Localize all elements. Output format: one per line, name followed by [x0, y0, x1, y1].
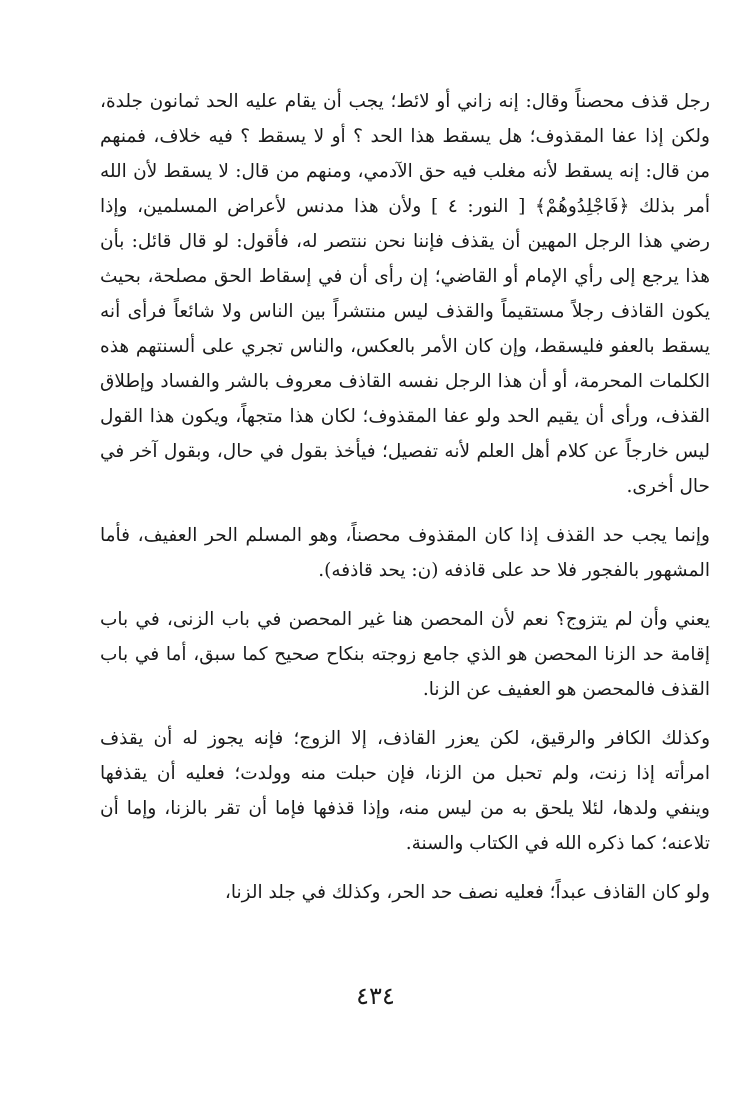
paragraph-1: رجل قذف محصناً وقال: إنه زاني أو لائط؛ يجب أن يقام عليه الحد ثمانون جلدة، ولكن إذا عفا المقذوف؛ هل يسقط هذا الحد ؟ أو لا يسقط ؟ فيه خلاف، فمنهم من قال: إنه يسقط لأنه مغلب فيه حق الآدمي، ومنهم من قال: لا يسقط لأن الله أمر بذلك ﴿فَاجْلِدُوهُمْ﴾ [ النور: ٤ ] ولأن هذا مدنس لأعراض المسلمين، وإذا رضي هذا الرجل المهين أن يقذف فإننا نحن ننتصر له، فأقول: لو قال قائل: بأن هذا يرجع إلى رأي الإمام أو القاضي؛ إن رأى أن في إسقاط الحق مصلحة، بحيث يكون القاذف رجلاً مستقيماً والقذف ليس منتشراً بين الناس ولا شائعاً فرأى أنه يسقط بالعفو فليسقط، وإن كان الأمر بالعكس، والناس تجري على ألسنتهم هذه الكلمات المحرمة، أو أن هذا الرجل نفسه القاذف معروف بالشر والفساد وإطلاق القذف، ورأى أن يقيم الحد ولو عفا المقذوف؛ لكان هذا متجهاً، ويكون هذا القول ليس خارجاً عن كلام أهل العلم لأنه تفصيل؛ فيأخذ بقول في حال، وبقول آخر في حال أخرى. — [100, 91, 710, 497]
page-number: ٤٣٤ — [356, 982, 395, 1010]
paragraph-5: ولو كان القاذف عبداً؛ فعليه نصف حد الحر، وكذلك في جلد الزنا، — [224, 882, 710, 903]
paragraph-2: وإنما يجب حد القذف إذا كان المقذوف محصناً، وهو المسلم الحر العفيف، فأما المشهور بالفجور فلا حد على قاذفه (ن: يحد قاذفه). — [100, 525, 710, 581]
paragraph-4: وكذلك الكافر والرقيق، لكن يعزر القاذف، إلا الزوج؛ فإنه يجوز له أن يقذف امرأته إذا زنت، ولم تحبل من الزنا، فإن حبلت منه وولدت؛ فعليه أن يقذفها وينفي ولدها، لئلا يلحق به من ليس منه، وإذا قذفها فإما أن تقر بالزنا، وإما أن تلاعنه؛ كما ذكره الله في الكتاب والسنة. — [100, 728, 710, 854]
body-text — [100, 84, 710, 910]
paragraph-3: يعني وأن لم يتزوج؟ نعم لأن المحصن هنا غير المحصن في باب الزنى، في باب إقامة حد الزنا المحصن هو الذي جامع زوجته بنكاح صحيح كما سبق، أما في باب القذف فالمحصن هو العفيف عن الزنا. — [100, 609, 710, 700]
